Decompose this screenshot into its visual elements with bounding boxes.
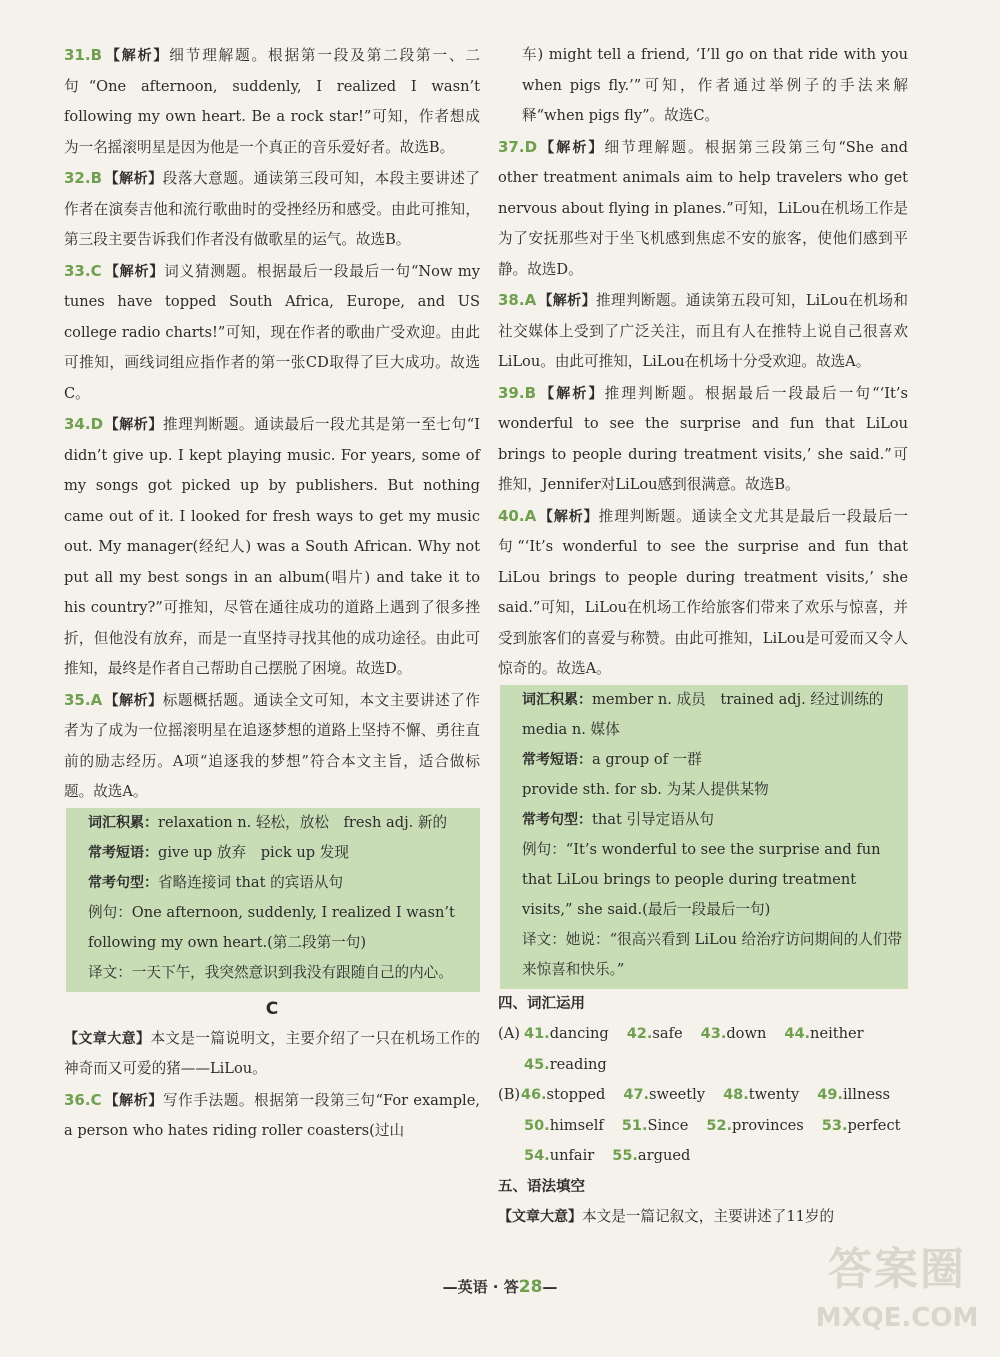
section-c-heading: C [265,998,279,1019]
question-number: 38.A [498,291,537,309]
answer-text: 推理判断题。通读第五段可知，LiLou在机场和社交媒体上受到了广泛关注，而且有人在推特上说自己很喜欢LiLou。由此可推知，LiLou在机场十分受欢迎。故选A。 [498,292,909,370]
vocab-line [498,1019,908,1050]
vocab-answer: 45.reading [524,1055,607,1073]
phrase-row-2: provide sth. for sb. 为某人提供某物 [522,780,769,798]
answer-39 [498,378,908,501]
vocab-answer: 41.dancing [524,1025,609,1042]
vocab-line [498,1141,908,1172]
analysis-tag: 【解析】 [104,1092,163,1109]
question-number: 34.D [64,415,104,433]
question-number: 40.A [498,506,537,525]
vocab-answer: 44.neither [784,1025,864,1042]
answer-36 [64,1085,480,1147]
answer-text: 标题概括题。通读全文可知，本文主要讲述了作者为了成为一位摇滚明星在追逐梦想的道路上坚持不懈、勇往直前的励志经历。A项“追逐我的梦想”符合本文主旨，适合做标题。故选A。 [64,691,480,800]
footer-dash: — [542,1278,558,1296]
question-number: 36.C [64,1090,102,1109]
question-number: 31.B [64,46,103,64]
watermark-logo [808,1240,986,1350]
vocab-answer: 46.stopped [520,1086,606,1103]
vocab-group-b [498,1080,908,1172]
group-prefix: (B) [498,1086,521,1103]
analysis-tag: 【解析】 [104,692,163,709]
pattern-row: 常考句型：省略连接词 that 的宾语从句 [88,873,344,891]
answer-text: 段落大意题。通读第三段可知，本段主要讲述了作者在演奏吉他和流行歌曲时的受挫经历和感受。由此可推知，第三段主要告诉我们作者没有做歌星的运气。故选B。 [64,170,480,248]
answer-33 [64,256,480,410]
answer-32 [64,163,480,256]
vocab-answer: 47.sweetly [623,1086,706,1103]
answer-text: 细节理解题。根据第三段第三句“She and other treatment animals aim to help travelers who get nervous about flying in planes.”可知，LiLou在机场工作是为了安抚那些对于坐飞机感到焦虑不安的旅客，使他们感到平静。故选D。 [498,138,909,278]
vocab-answer: 53.perfect [821,1116,901,1134]
answer-36-continued: 车) might tell a friend, ‘I’ll go on that ride with you when pigs fly.’”可知，作者通过举例子的手法来解释“when pigs fly”。故选C。 [522,46,908,124]
vocab-answer: 50.himself [524,1116,604,1134]
answer-40 [498,501,908,685]
footer-subject: —英语 · 答 [442,1278,519,1296]
answer-text: 写作手法题。根据第一段第三句“For example, a person who hates riding roller coasters(过山 [64,1091,480,1139]
vocab-group-a [498,1019,908,1080]
answer-text: 推理判断题。通读最后一段尤其是第一至七句“I didn’t give up. I kept playing music. For years, some of my songs got picked up by publishers. But nothing came out of it. I looked for fresh ways to get my music out. My manager(经纪人) was a South African. Why not put all my best songs in an album(唱片) and take it to his country?”可推知，尽管在通往成功的道路上遇到了很多挫折，但他没有放弃，而是一直坚持寻找其他的成功途径。由此可推知，最终是作者自己帮助自己摆脱了困境。故选D。 [64,416,480,677]
vocab-answer: 52.provinces [706,1116,804,1134]
vocab-answer: 49.illness [817,1086,890,1103]
pattern-row: 常考句型：that 引导定语从句 [522,810,715,828]
vocab-line [498,1111,908,1142]
summary-tag: 【文章大意】 [64,1030,151,1047]
answer-34 [64,409,480,685]
vocab-line [498,1080,908,1111]
article-summary: 【文章大意】本文是一篇记叙文，主要讲述了11岁的 [498,1208,835,1225]
analysis-tag: 【解析】 [104,263,165,280]
knowledge-box [500,685,908,989]
section-4-title: 四、词汇运用 [498,995,585,1012]
vocab-answer: 43.down [700,1025,767,1042]
left-column [64,40,480,1147]
knowledge-box [66,808,480,992]
answer-text: 推理判断题。根据最后一段最后一句“‘It’s wonderful to see the surprise and fun that LiLou brings to people during treatment visits,’ she said.”可推知，Jennifer对LiLou感到很满意。故选B。 [498,384,909,493]
answer-text: 推理判断题。通读全文尤其是最后一段最后一句“‘It’s wonderful to see the surprise and fun that LiLou brings to people during treatment visits,’ she said.”可知，LiLou在机场工作给旅客们带来了欢乐与惊喜，并受到旅客们的喜爱与称赞。由此可推知，LiLou是可爱而又令人惊奇的。故选A。 [498,507,908,677]
phrase-row: 常考短语：a group of 一群 [522,750,702,768]
vocab-answer: 51.Since [621,1116,689,1134]
question-number: 37.D [498,137,538,156]
vocab-answer: 42.safe [626,1025,683,1042]
analysis-tag: 【解析】 [538,139,605,156]
vocab-answer: 55.argued [612,1147,691,1164]
vocab-row: 词汇积累：member n. 成员 trained adj. 经过训练的 media n. 媒体 [522,690,899,738]
analysis-tag: 【解析】 [104,171,163,187]
watermark-url: MXQE.COM [815,1303,979,1333]
answer-35 [64,685,480,808]
watermark-text: 答案圈 [828,1244,966,1295]
question-number: 32.B [64,169,103,187]
analysis-tag: 【解析】 [104,417,163,433]
vocab-line [498,1050,908,1081]
summary-tag: 【文章大意】 [498,1209,582,1225]
question-number: 39.B [498,383,537,402]
analysis-tag: 【解析】 [538,385,605,402]
answer-text: 词义猜测题。根据最后一段最后一句“Now my tunes have topped South Africa, Europe, and US college radio charts!”可知，现在作者的歌曲广受欢迎。由此可推知，画线词组应指作者的第一张CD取得了巨大成功。故选C。 [64,262,481,402]
section-5-title: 五、语法填空 [498,1178,585,1195]
answer-38 [498,285,908,378]
vocab-row: 词汇积累：relaxation n. 轻松，放松 fresh adj. 新的 [88,813,448,831]
question-number: 33.C [64,261,102,280]
right-column [498,40,908,1233]
analysis-tag: 【解析】 [538,293,596,309]
answer-text: 细节理解题。根据第一段及第二段第一、二句“One afternoon, suddenly, I realized I wasn’t following my own heart. Be a rock star!”可知，作者想成为一名摇滚明星是因为他是一个真正的音乐爱好者。故选B。 [64,47,480,156]
answer-31 [64,40,480,163]
phrase-row: 常考短语：give up 放弃 pick up 发现 [88,843,349,861]
translation-row: 译文：她说：“很高兴看到 LiLou 给治疗访问期间的人们带来惊喜和快乐。” [522,930,903,978]
page-number: 28 [518,1277,543,1297]
question-number: 35.A [64,690,103,709]
example-row: 例句：One afternoon, suddenly, I realized I wasn’t following my own heart.(第二段第一句) [88,903,455,951]
analysis-tag: 【解析】 [104,48,170,64]
answer-37 [498,132,908,286]
example-row: 例句：“It’s wonderful to see the surprise and fun that LiLou brings to people during treatment visits,” she said.(最后一段最后一句) [522,840,881,918]
translation-row: 译文：一天下午，我突然意识到我没有跟随自己的内心。 [88,963,453,981]
analysis-tag: 【解析】 [538,508,599,525]
group-prefix: (A) [498,1025,520,1042]
vocab-answer: 48.twenty [723,1086,800,1103]
article-summary: 【文章大意】本文是一篇说明文，主要介绍了一只在机场工作的神奇而又可爱的猪——LiLou。 [64,1029,480,1077]
vocab-answer: 54.unfair [524,1147,595,1164]
